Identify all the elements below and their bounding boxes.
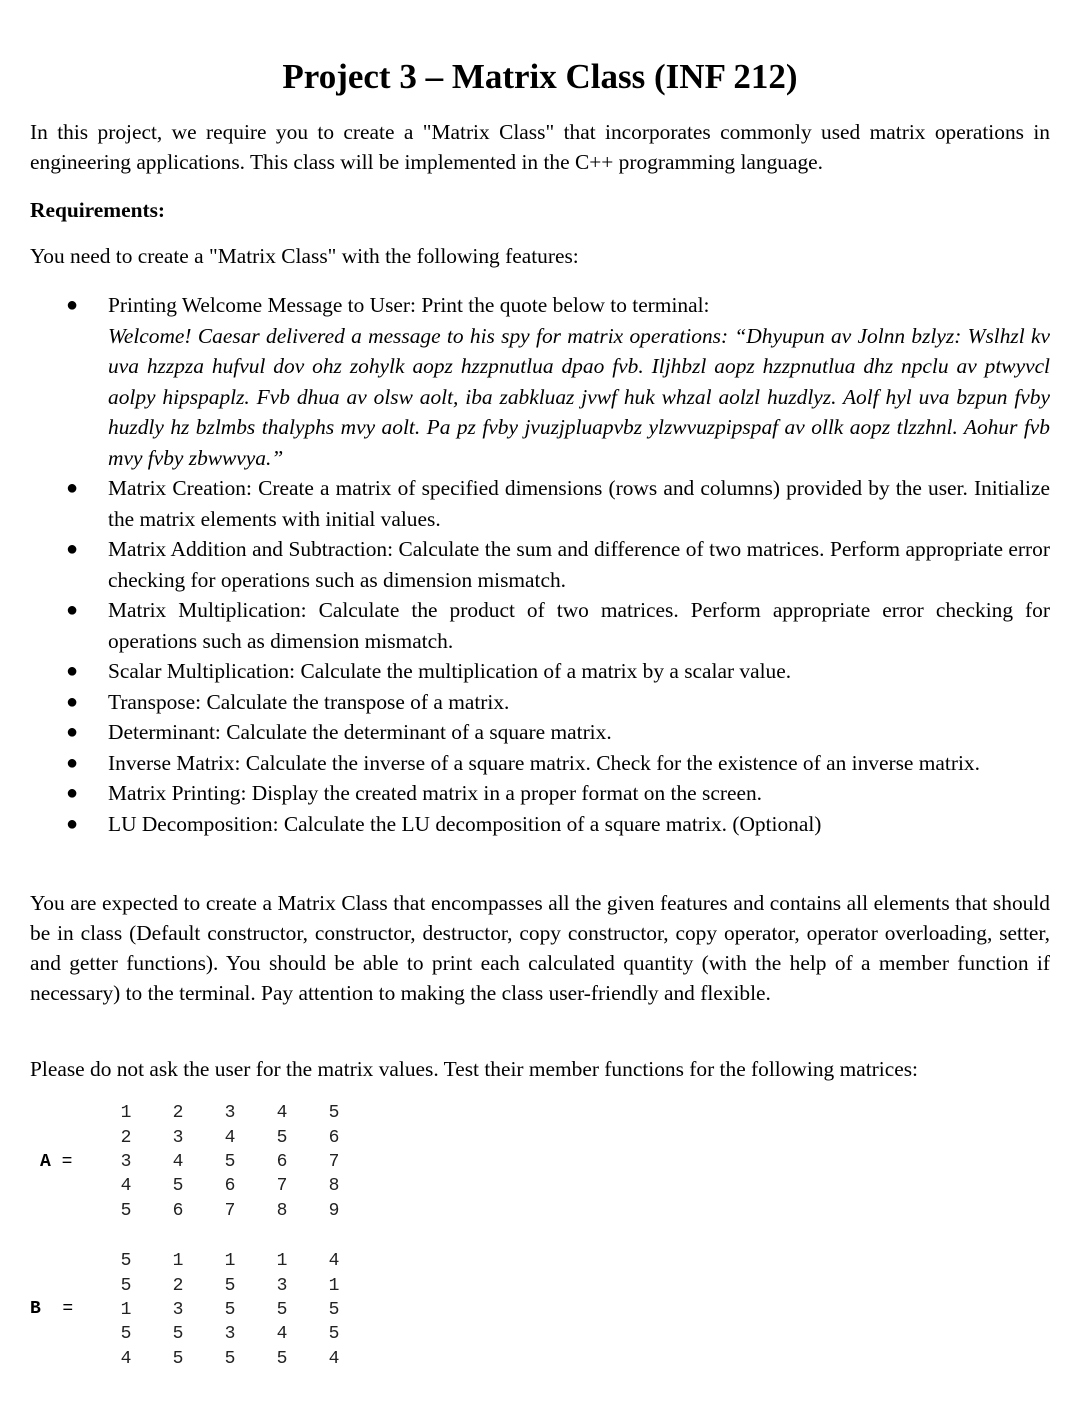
matrix-cell: 1 <box>224 1251 236 1272</box>
matrix-cell: 5 <box>328 1103 340 1124</box>
list-item <box>30 687 1050 718</box>
matrix-cell: 5 <box>276 1127 288 1148</box>
table-row <box>100 1150 360 1174</box>
list-item <box>30 656 1050 687</box>
matrix-cell: 4 <box>120 1348 132 1369</box>
matrix-cell: 2 <box>172 1275 184 1296</box>
matrix-b-table <box>100 1249 360 1371</box>
matrix-cell: 3 <box>120 1151 132 1172</box>
list-item <box>30 473 1050 534</box>
feature-text: Matrix Creation: Create a matrix of specified dimensions (rows and columns) provided by the user. Initialize the matrix elements with initial values. <box>108 476 1050 531</box>
matrix-cell: 5 <box>120 1200 132 1221</box>
features-list <box>30 290 1050 839</box>
feature-text: Matrix Multiplication: Calculate the product of two matrices. Perform appropriate error checking for operations such as dimension mismatch. <box>108 598 1050 653</box>
matrix-cell: 5 <box>120 1324 132 1345</box>
feature-text: Matrix Printing: Display the created matrix in a proper format on the screen. <box>108 781 762 805</box>
bullet-icon: ● <box>66 294 79 316</box>
matrix-a-table <box>100 1101 360 1223</box>
table-row <box>100 1199 360 1223</box>
table-row <box>100 1273 360 1297</box>
matrix-cell: 5 <box>224 1348 236 1369</box>
matrix-cell: 1 <box>172 1251 184 1272</box>
feature-text: Scalar Multiplication: Calculate the multiplication of a matrix by a scalar value. <box>108 659 792 683</box>
welcome-quote: Welcome! Caesar delivered a message to his spy for matrix operations: “Dhyupun av Jolnn bzlyz: Wslhzl kv uva hzzpza hufvul dov ohz zohylk aopz hzzpnutlua dpao fvb. Iljhbzl aopz hzzpnutlua dhz npclu av ptwyvcl aolpy hipspaplz. Fvb dhua av olsw aolt, iba zabkluaz jvwf huk whzal aolzl huzdlyz. Aolf hyl uva bzpun fvby huzdly hz bzlmbs thalyphs mvy aolt. Pa pz fvby jvuzjpluapvbz ylzwvuzpipspaf av ollk aopz tlzzhnl. Aohur fvb mvy fvby zbwwvya.” <box>108 323 1050 470</box>
matrix-cell: 2 <box>120 1127 132 1148</box>
list-item <box>30 534 1050 595</box>
bullet-icon: ● <box>66 477 79 499</box>
matrix-cell: 3 <box>172 1299 184 1320</box>
page-title: Project 3 – Matrix Class (INF 212) <box>282 57 798 96</box>
matrix-cell: 1 <box>120 1103 132 1124</box>
table-row <box>100 1298 360 1322</box>
matrix-cell: 5 <box>120 1275 132 1296</box>
table-row <box>100 1347 360 1371</box>
list-item <box>30 717 1050 748</box>
matrix-cell: 6 <box>172 1200 184 1221</box>
matrix-cell: 9 <box>328 1200 340 1221</box>
matrix-cell: 4 <box>276 1324 288 1345</box>
list-item <box>30 748 1050 779</box>
matrix-cell: 5 <box>172 1348 184 1369</box>
matrix-cell: 2 <box>172 1103 184 1124</box>
bullet-icon: ● <box>66 599 79 621</box>
matrix-cell: 5 <box>224 1299 236 1320</box>
matrix-cell: 4 <box>120 1176 132 1197</box>
welcome-label: Printing Welcome Message to User: Print the quote below to terminal: <box>108 293 710 317</box>
matrix-b-name: B <box>30 1299 41 1319</box>
matrix-cell: 4 <box>328 1348 340 1369</box>
matrix-cell: 4 <box>224 1127 236 1148</box>
table-row <box>100 1322 360 1346</box>
matrix-a-equals: = <box>61 1152 73 1172</box>
matrix-cell: 1 <box>120 1299 132 1320</box>
requirements-heading: Requirements: <box>30 198 166 222</box>
list-item <box>30 778 1050 809</box>
list-item <box>30 595 1050 656</box>
matrix-cell: 6 <box>276 1151 288 1172</box>
feature-text: Inverse Matrix: Calculate the inverse of a square matrix. Check for the existence of an inverse matrix. <box>108 750 980 775</box>
matrix-cell: 3 <box>276 1275 288 1296</box>
feature-text: Determinant: Calculate the determinant of a square matrix. <box>108 720 612 744</box>
list-item <box>30 809 1050 840</box>
matrix-cell: 5 <box>276 1299 288 1320</box>
matrix-cell: 7 <box>224 1200 236 1221</box>
matrix-cell: 3 <box>224 1324 236 1345</box>
features-intro: You need to create a "Matrix Class" with the following features: <box>30 244 579 268</box>
matrix-cell: 5 <box>276 1348 288 1369</box>
bullet-icon: ● <box>66 690 79 713</box>
matrix-cell: 8 <box>276 1200 288 1221</box>
matrix-a-label <box>40 1150 72 1174</box>
matrix-cell: 7 <box>328 1151 340 1172</box>
matrix-b-equals: = <box>62 1299 74 1319</box>
feature-text: LU Decomposition: Calculate the LU decomposition of a square matrix. (Optional) <box>108 811 822 836</box>
matrix-cell: 6 <box>328 1127 340 1148</box>
matrix-cell: 5 <box>172 1324 184 1345</box>
matrix-cell: 3 <box>224 1103 236 1124</box>
matrix-cell: 5 <box>224 1275 236 1296</box>
bullet-icon: ● <box>66 538 79 560</box>
matrix-cell: 5 <box>120 1251 132 1272</box>
matrix-cell: 5 <box>172 1176 184 1197</box>
bullet-icon: ● <box>66 751 79 774</box>
matrix-cell: 5 <box>328 1299 340 1320</box>
matrix-cell: 7 <box>276 1176 288 1197</box>
table-row <box>100 1101 360 1125</box>
intro-paragraph: In this project, we require you to create a "Matrix Class" that incorporates commonly used matrix operations in engineering applications. This class will be implemented in the C++ programming language. <box>30 120 1050 174</box>
matrix-cell: 3 <box>172 1127 184 1148</box>
feature-text: Matrix Addition and Subtraction: Calculate the sum and difference of two matrices. Perform appropriate error checking for operations such as dimension mismatch. <box>108 537 1050 592</box>
matrix-cell: 4 <box>172 1151 184 1172</box>
bullet-icon: ● <box>66 721 79 743</box>
bullet-icon: ● <box>66 812 79 835</box>
matrix-cell: 6 <box>224 1176 236 1197</box>
matrix-cell: 1 <box>328 1275 340 1296</box>
matrix-cell: 5 <box>328 1324 340 1345</box>
matrix-cell: 1 <box>276 1251 288 1272</box>
test-note: Please do not ask the user for the matrix values. Test their member functions for the following matrices: <box>30 1057 918 1081</box>
matrix-b-label <box>30 1297 73 1321</box>
table-row <box>100 1125 360 1149</box>
matrix-cell: 8 <box>328 1176 340 1197</box>
bullet-icon: ● <box>66 782 79 804</box>
expectations-paragraph: You are expected to create a Matrix Class that encompasses all the given features and contains all elements that should be in class (Default constructor, constructor, destructor, copy constructor, copy operator, operator overloading, setter, and getter functions). You should be able to print each calculated quantity (with the help of a member function if necessary) to the terminal. Pay attention to making the class user-friendly and flexible. <box>30 891 1050 1005</box>
list-item-welcome <box>30 290 1050 473</box>
table-row <box>100 1174 360 1198</box>
feature-text: Transpose: Calculate the transpose of a matrix. <box>108 689 510 714</box>
matrix-cell: 4 <box>276 1103 288 1124</box>
table-row <box>100 1249 360 1273</box>
matrix-cell: 5 <box>224 1151 236 1172</box>
matrix-cell: 4 <box>328 1251 340 1272</box>
bullet-icon: ● <box>66 660 79 682</box>
matrix-a-name: A <box>40 1152 51 1172</box>
